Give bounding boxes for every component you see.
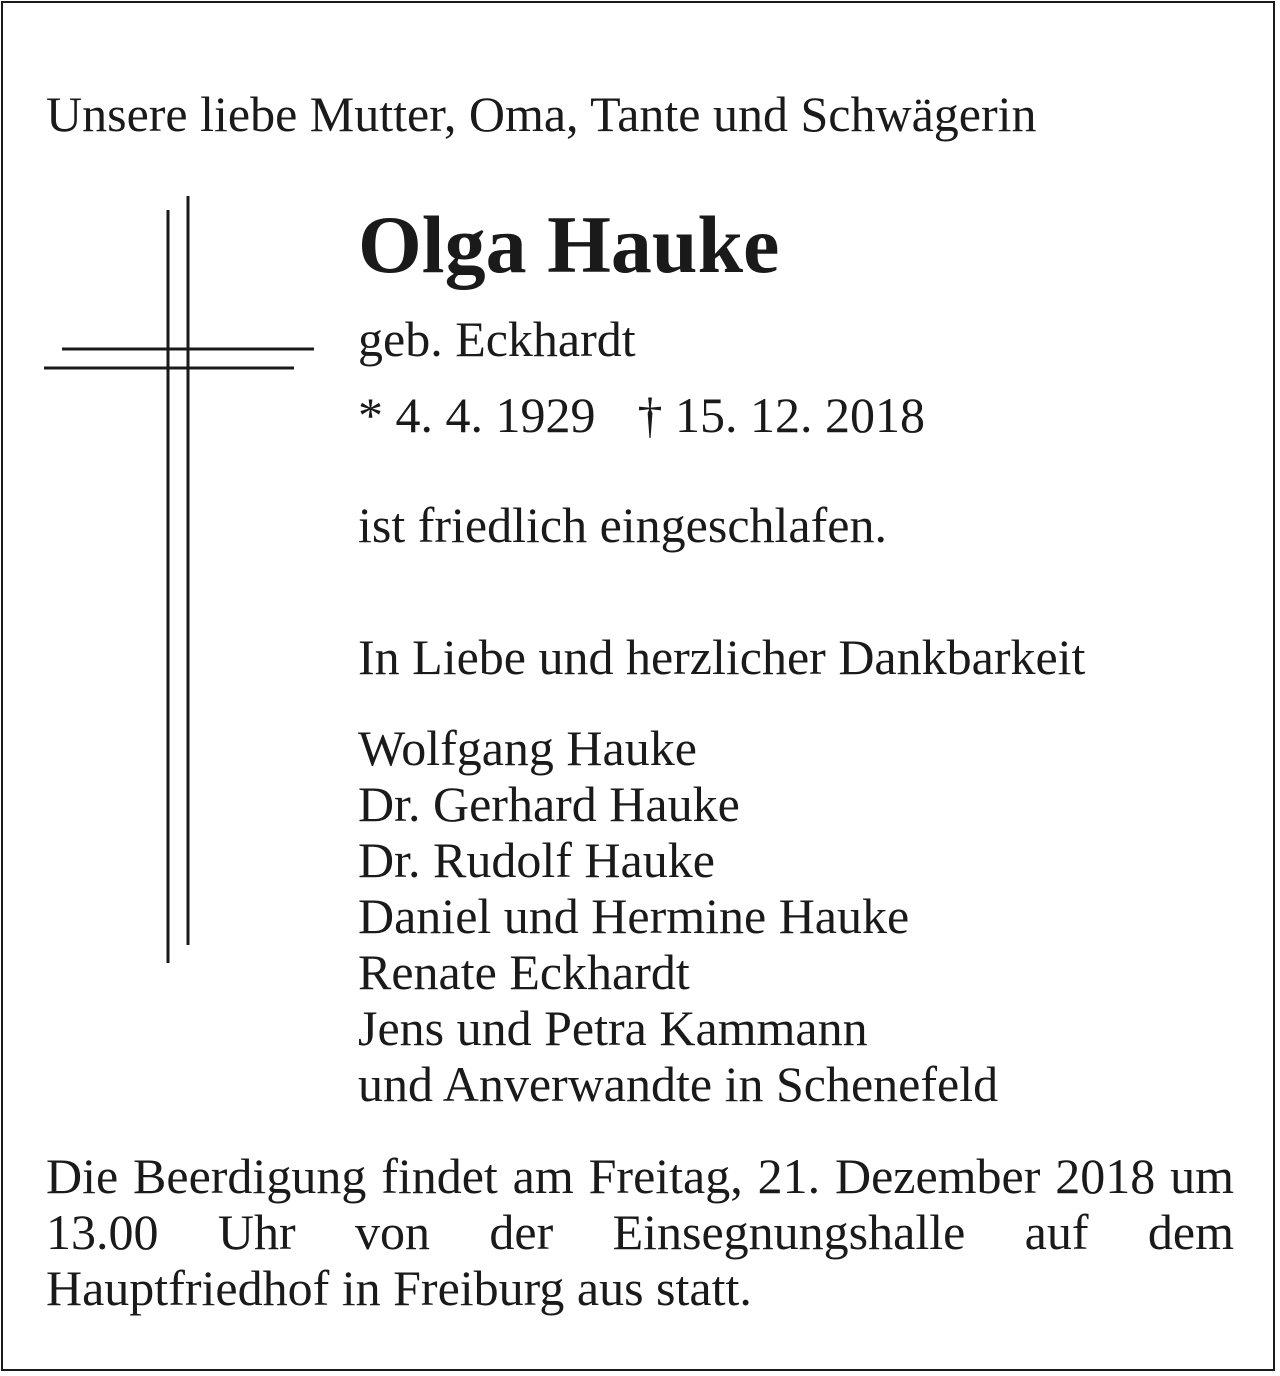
family-member: Daniel und Hermine Hauke (358, 888, 910, 944)
family-member: Jens und Petra Kammann (358, 1000, 868, 1056)
intro-text: Unsere liebe Mutter, Oma, Tante und Schwägerin (46, 86, 1037, 142)
family-member: Dr. Gerhard Hauke (358, 776, 740, 832)
family-member: Wolfgang Hauke (358, 720, 697, 776)
cross-icon (40, 190, 330, 970)
birth-name: geb. Eckhardt (358, 311, 636, 367)
family-member: Renate Eckhardt (358, 944, 690, 1000)
family-member: Dr. Rudolf Hauke (358, 832, 715, 888)
funeral-details: Die Beerdigung findet am Freitag, 21. Dezember 2018 um 13.00 Uhr von der Einsegnungshalle auf dem Hauptfriedhof in Freiburg aus statt. (46, 1148, 1234, 1316)
birth-date: * 4. 4. 1929 (358, 387, 596, 443)
death-date: † 15. 12. 2018 (637, 387, 925, 443)
passed-text: ist friedlich eingeschlafen. (358, 497, 887, 553)
deceased-name: Olga Hauke (358, 199, 780, 290)
family-list (358, 720, 998, 1112)
thanks-text: In Liebe und herzlicher Dankbarkeit (358, 629, 1086, 685)
family-member: und Anverwandte in Schenefeld (358, 1056, 999, 1112)
life-dates (358, 386, 925, 444)
